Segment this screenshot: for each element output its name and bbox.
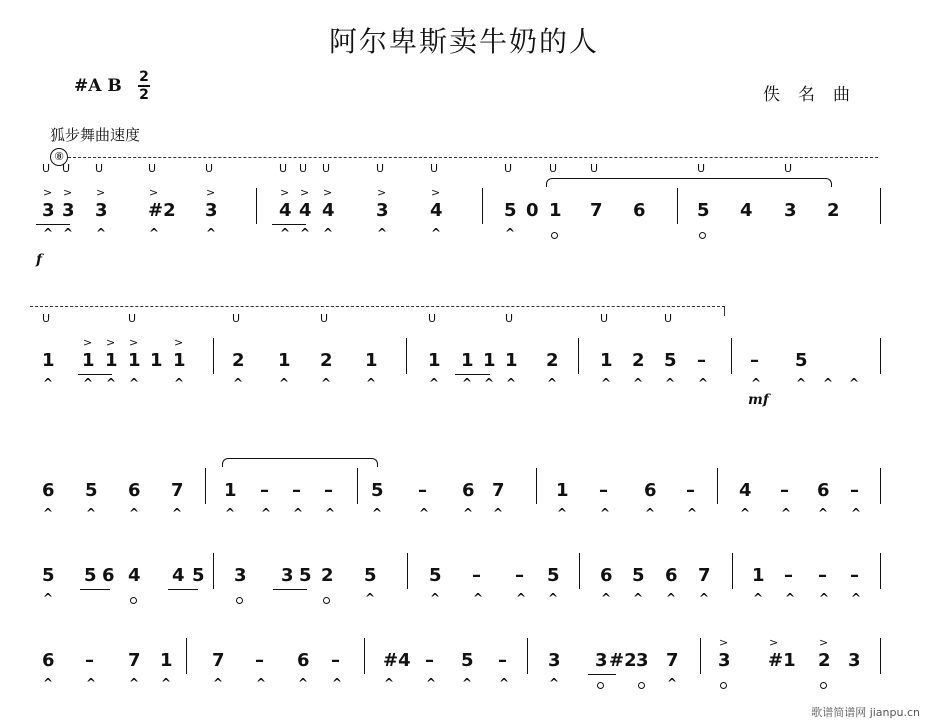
articulation-mark: ^ [43,591,54,605]
articulation-mark: ^ [96,226,107,240]
note: – [472,565,481,586]
articulation-mark: ^ [484,376,495,390]
articulation-mark: ^ [86,676,97,690]
note: 5 [42,565,55,586]
bowing-mark: ᑌ [430,162,439,175]
note: 6 [102,565,115,586]
accent-mark: > [280,186,290,199]
articulation-mark: ^ [366,376,377,390]
note: 2 [827,200,840,221]
note: #2 [148,200,176,221]
note: – [425,650,434,671]
bowing-mark: ᑌ [62,162,71,175]
note: 3 [281,565,294,586]
bar-line [717,468,718,504]
bar-line [700,638,701,674]
articulation-mark: ^ [43,506,54,520]
bowing-mark: ᑌ [664,312,673,325]
note: 1 [160,650,173,671]
articulation-mark: ^ [796,376,807,390]
score-title: 阿尔卑斯卖牛奶的人 [328,25,599,58]
note: 4 [740,200,753,221]
notation-row [0,610,928,700]
articulation-mark: ^ [851,506,862,520]
composer: 佚名曲 [763,85,868,105]
note: 5 [85,480,98,501]
note: 5 [697,200,710,221]
bar-line [880,638,881,674]
note: 3 [718,650,731,671]
articulation-mark: ^ [667,676,678,690]
note: #1 [768,650,796,671]
harmonic-mark [638,682,645,689]
articulation-mark: ^ [633,376,644,390]
articulation-mark: ^ [172,506,183,520]
note: 3 [636,650,649,671]
bowing-mark: ᑌ [299,162,308,175]
accent-mark: > [769,636,779,649]
note: 1 [42,350,55,371]
harmonic-mark [130,597,137,604]
note: 1 [600,350,613,371]
articulation-mark: ^ [698,376,709,390]
articulation-mark: ^ [849,376,860,390]
articulation-mark: ^ [473,591,484,605]
note: – [686,480,695,501]
time-signature [138,70,150,102]
articulation-mark: ^ [753,591,764,605]
bowing-mark: ᑌ [428,312,437,325]
slur-line [546,178,832,187]
beam-line [273,589,307,590]
note: 1 [173,350,186,371]
articulation-mark: ^ [431,226,442,240]
note: – [818,565,827,586]
dynamic-mark: f [36,252,43,268]
notation-row [0,310,928,408]
beam-line [80,589,110,590]
articulation-mark: ^ [43,226,54,240]
note: 6 [42,650,55,671]
note: 1 [461,350,474,371]
note: – [260,480,269,501]
harmonic-mark [597,682,604,689]
note: 6 [644,480,657,501]
note: – [498,650,507,671]
articulation-mark: ^ [601,376,612,390]
articulation-mark: ^ [372,506,383,520]
accent-mark: > [96,186,106,199]
articulation-mark: ^ [823,376,834,390]
slur-line [222,458,378,467]
articulation-mark: ^ [279,376,290,390]
accent-mark: > [323,186,333,199]
note: 7 [212,650,225,671]
articulation-mark: ^ [129,676,140,690]
note: 5 [371,480,384,501]
articulation-mark: ^ [161,676,172,690]
articulation-mark: ^ [633,591,644,605]
bar-line [186,638,187,674]
rehearsal-mark: ⑧ [50,148,68,166]
bowing-mark: ᑌ [320,312,329,325]
articulation-mark: ^ [516,591,527,605]
accent-mark: > [206,186,216,199]
note: 3 [784,200,797,221]
articulation-mark: ^ [600,506,611,520]
bar-line [256,188,257,224]
note: 5 [664,350,677,371]
note: 1 [505,350,518,371]
accent-mark: > [719,636,729,649]
articulation-mark: ^ [687,506,698,520]
articulation-mark: ^ [43,376,54,390]
accent-mark: > [106,336,116,349]
note: 6 [42,480,55,501]
note: – [515,565,524,586]
articulation-mark: ^ [206,226,217,240]
articulation-mark: ^ [851,591,862,605]
note: 4 [739,480,752,501]
bowing-mark: ᑌ [232,312,241,325]
articulation-mark: ^ [462,676,473,690]
note: 6 [665,565,678,586]
accent-mark: > [819,636,829,649]
bar-line [357,468,358,504]
bowing-mark: ᑌ [42,312,51,325]
articulation-mark: ^ [225,506,236,520]
articulation-mark: ^ [462,376,473,390]
articulation-mark: ^ [419,506,430,520]
note: 7 [590,200,603,221]
bar-line [677,188,678,224]
bar-line [880,553,881,589]
articulation-mark: ^ [548,591,559,605]
note: – [255,650,264,671]
note: 6 [297,650,310,671]
note: – [324,480,333,501]
note: 3 [848,650,861,671]
bowing-mark: ᑌ [590,162,599,175]
articulation-mark: ^ [43,676,54,690]
note: – [780,480,789,501]
note: 3 [95,200,108,221]
beam-line [455,374,490,375]
bar-line [213,338,214,374]
articulation-mark: ^ [549,676,560,690]
bar-line [880,468,881,504]
note: 7 [698,565,711,586]
accent-mark: > [63,186,73,199]
note: 2 [818,650,831,671]
articulation-mark: ^ [818,506,829,520]
articulation-mark: ^ [293,506,304,520]
accent-mark: > [43,186,53,199]
note: 5 [429,565,442,586]
note: 3 [548,650,561,671]
note: 2 [546,350,559,371]
bar-line [579,553,580,589]
articulation-mark: ^ [785,591,796,605]
key-signature: #A B [74,76,122,96]
note: 1 [483,350,496,371]
articulation-mark: ^ [505,226,516,240]
bowing-mark: ᑌ [505,312,514,325]
note: #4 [383,650,411,671]
note: 5 [461,650,474,671]
bar-line [732,553,733,589]
time-bottom: 2 [139,87,149,103]
note: 5 [504,200,517,221]
note: 3 [205,200,218,221]
articulation-mark: ^ [261,506,272,520]
accent-mark: > [300,186,310,199]
note: 1 [549,200,562,221]
note: 2 [320,350,333,371]
bowing-mark: ᑌ [205,162,214,175]
harmonic-mark [323,597,330,604]
note: 5 [192,565,205,586]
bowing-mark: ᑌ [504,162,513,175]
bowing-mark: ᑌ [322,162,331,175]
notation-row [0,525,928,615]
articulation-mark: ^ [149,226,160,240]
articulation-mark: ^ [365,591,376,605]
note: 1 [128,350,141,371]
note: 1 [82,350,95,371]
articulation-mark: ^ [740,506,751,520]
bowing-mark: ᑌ [376,162,385,175]
bowing-mark: ᑌ [784,162,793,175]
articulation-mark: ^ [463,506,474,520]
note: – [599,480,608,501]
articulation-mark: ^ [298,676,309,690]
beam-line [168,589,198,590]
note: #2 [609,650,637,671]
note: 4 [299,200,312,221]
note: 7 [128,650,141,671]
note: 1 [752,565,765,586]
accent-mark: > [431,186,441,199]
articulation-mark: ^ [325,506,336,520]
note: 2 [321,565,334,586]
articulation-mark: ^ [699,591,710,605]
note: 7 [666,650,679,671]
articulation-mark: ^ [493,506,504,520]
note: – [850,565,859,586]
note: 2 [632,350,645,371]
articulation-mark: ^ [377,226,388,240]
note: 5 [364,565,377,586]
bowing-mark: ᑌ [148,162,157,175]
notation-row [0,440,928,530]
note: – [292,480,301,501]
bracket-line [30,306,725,307]
time-top: 2 [139,69,149,85]
bar-line [205,468,206,504]
beam-line [588,674,616,675]
note: 1 [105,350,118,371]
articulation-mark: ^ [426,676,437,690]
bar-line [578,338,579,374]
articulation-mark: ^ [819,591,830,605]
articulation-mark: ^ [321,376,332,390]
articulation-mark: ^ [430,591,441,605]
note: – [85,650,94,671]
note: 3 [62,200,75,221]
bowing-mark: ᑌ [600,312,609,325]
accent-mark: > [377,186,387,199]
beam-line [272,224,306,225]
note: 1 [428,350,441,371]
note: 6 [462,480,475,501]
note: – [697,350,706,371]
watermark: 歌谱简谱网 jianpu.cn [811,706,920,719]
note: – [784,565,793,586]
beam-line [36,224,70,225]
articulation-mark: ^ [129,376,140,390]
articulation-mark: ^ [751,376,762,390]
note: 3 [42,200,55,221]
articulation-mark: ^ [256,676,267,690]
bracket-line [68,157,878,158]
note: – [331,650,340,671]
note: 6 [128,480,141,501]
articulation-mark: ^ [83,376,94,390]
articulation-mark: ^ [280,226,291,240]
note: 6 [633,200,646,221]
harmonic-mark [551,232,558,239]
bowing-mark: ᑌ [697,162,706,175]
bar-line [536,468,537,504]
note: 7 [171,480,184,501]
harmonic-mark [820,682,827,689]
tempo-marking: 狐步舞曲速度 [50,126,141,144]
bar-line [880,338,881,374]
articulation-mark: ^ [233,376,244,390]
articulation-mark: ^ [781,506,792,520]
bowing-mark: ᑌ [279,162,288,175]
articulation-mark: ^ [63,226,74,240]
note: 4 [128,565,141,586]
articulation-mark: ^ [129,506,140,520]
articulation-mark: ^ [323,226,334,240]
articulation-mark: ^ [174,376,185,390]
bar-line [731,338,732,374]
harmonic-mark [236,597,243,604]
note: 4 [430,200,443,221]
note: 0 [526,200,539,221]
note: – [850,480,859,501]
note: 4 [172,565,185,586]
bar-line [364,638,365,674]
bar-line [406,338,407,374]
articulation-mark: ^ [499,676,510,690]
accent-mark: > [129,336,139,349]
bar-line [482,188,483,224]
note: 4 [322,200,335,221]
articulation-mark: ^ [645,506,656,520]
note: 6 [600,565,613,586]
articulation-mark: ^ [601,591,612,605]
note: 1 [150,350,163,371]
notation-row [0,160,928,268]
bar-line [527,638,528,674]
accent-mark: > [83,336,93,349]
harmonic-mark [699,232,706,239]
note: – [418,480,427,501]
accent-mark: > [174,336,184,349]
note: 5 [299,565,312,586]
articulation-mark: ^ [666,591,677,605]
articulation-mark: ^ [106,376,117,390]
note: 3 [234,565,247,586]
articulation-mark: ^ [384,676,395,690]
note: 6 [817,480,830,501]
note: 5 [84,565,97,586]
dynamic-mark: mf [748,392,769,408]
bowing-mark: ᑌ [95,162,104,175]
bowing-mark: ᑌ [42,162,51,175]
articulation-mark: ^ [300,226,311,240]
articulation-mark: ^ [429,376,440,390]
beam-line [78,374,112,375]
note: – [750,350,759,371]
note: 1 [224,480,237,501]
articulation-mark: ^ [547,376,558,390]
articulation-mark: ^ [557,506,568,520]
note: 3 [595,650,608,671]
articulation-mark: ^ [86,506,97,520]
bar-line [407,553,408,589]
articulation-mark: ^ [665,376,676,390]
note: 5 [547,565,560,586]
accent-mark: > [149,186,159,199]
note: 1 [278,350,291,371]
bowing-mark: ᑌ [128,312,137,325]
articulation-mark: ^ [506,376,517,390]
note: 5 [632,565,645,586]
articulation-mark: ^ [213,676,224,690]
bar-line [213,553,214,589]
articulation-mark: ^ [332,676,343,690]
note: 5 [795,350,808,371]
note: 3 [376,200,389,221]
note: 1 [365,350,378,371]
harmonic-mark [720,682,727,689]
bar-line [880,188,881,224]
bowing-mark: ᑌ [549,162,558,175]
note: 7 [492,480,505,501]
note: 4 [279,200,292,221]
note: 2 [232,350,245,371]
note: 1 [556,480,569,501]
